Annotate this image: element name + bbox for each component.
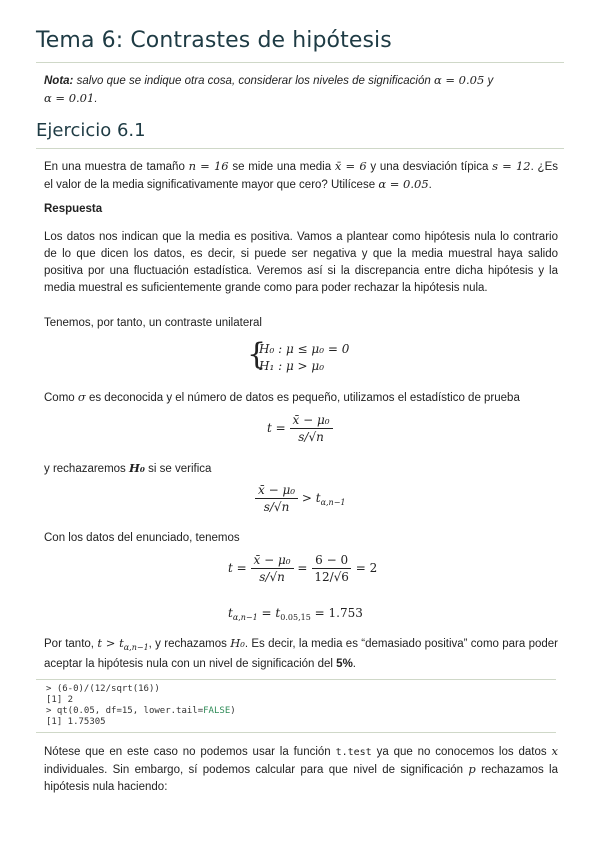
code-line-1: > (6-0)/(12/sqrt(16)): [46, 684, 160, 694]
para6-text-2: , y rechazamos: [148, 638, 227, 650]
problem-statement: [44, 158, 558, 194]
note-paragraph: [44, 72, 560, 108]
calc-lhs: t =: [228, 561, 247, 575]
para4-text-2: si se verifica: [148, 463, 212, 475]
paragraph-3: [44, 389, 558, 407]
statement-text-3: y una desviación típica: [370, 161, 489, 173]
note-text: salvo que se indique otra cosa, considerar los niveles de significación: [76, 75, 431, 87]
para6-text-3: . Es decir, la media es “demasiado positiva” como para poder aceptar la hipótesis nula con un nivel de significación del: [44, 638, 558, 670]
para6-text-4: .: [352, 658, 356, 670]
note-alpha1: α = 0.05: [433, 73, 485, 87]
note-prefix: Nota:: [44, 75, 74, 87]
rejection-rhs: > t: [301, 491, 321, 505]
sigma-symbol: σ: [77, 390, 86, 404]
paragraph-4: [44, 460, 558, 478]
calc-result: = 2: [355, 561, 378, 575]
paragraph-2: Tenemos, por tanto, un contraste unilateral: [44, 317, 262, 329]
sample-size: n = 16: [188, 159, 229, 173]
title-divider: [36, 62, 564, 63]
statement-text-5: .: [428, 179, 432, 191]
para3-text-1: Como: [44, 392, 75, 404]
fraction-denominator: s/√n: [263, 500, 290, 514]
h0-symbol: H₀: [129, 461, 145, 475]
fraction: [290, 413, 333, 444]
code-line-2: [1] 2: [46, 695, 74, 705]
sample-sd: s = 12: [492, 159, 531, 173]
condition-subscript: α,n−1: [123, 643, 149, 652]
alternative-hypothesis: H₁ : μ > μ₀: [259, 359, 325, 373]
paragraph-6: [44, 635, 558, 673]
note-joiner: y: [487, 75, 494, 87]
para3-text-2: es deconocida y el número de datos es pequeño, utilizamos el estadístico de prueba: [88, 392, 520, 404]
statement-text-2: se mide una media: [232, 161, 332, 173]
para7-text-2: ya que no conocemos los datos: [376, 746, 547, 758]
condition: t > t: [97, 636, 124, 650]
statement-alpha: α = 0.05: [378, 177, 429, 191]
fraction-2-numerator: 6 − 0: [312, 553, 351, 569]
crit-lhs: t: [228, 606, 233, 620]
formula-lhs: t =: [267, 421, 286, 435]
x-symbol: x: [551, 744, 559, 758]
note-end: .: [94, 93, 98, 105]
para7-text-4: rechazamos la hipótesis nula haciendo:: [44, 764, 558, 793]
sample-mean: x̄ = 6: [334, 159, 367, 173]
code-keyword: FALSE: [203, 706, 231, 716]
para6-text-1: Por tanto,: [44, 638, 94, 650]
fraction-numerator: x̄ − μ₀: [255, 483, 298, 499]
crit-rhs-subscript: 0.05,15: [280, 613, 311, 622]
fraction-1-denominator: s/√n: [259, 570, 285, 584]
calculation-formula: [228, 553, 377, 584]
r-code-block: [36, 679, 556, 733]
fraction-1: [251, 553, 294, 584]
paragraph-7: [44, 743, 558, 796]
answer-heading: Respuesta: [44, 203, 103, 215]
function-name: t.test: [335, 747, 372, 758]
fraction: [255, 483, 298, 514]
paragraph-5: Con los datos del enunciado, tenemos: [44, 532, 240, 544]
code-line-3-a: > qt(0.05, df=15, lower.tail=: [46, 706, 204, 716]
fraction-2-denominator: 12/√6: [314, 570, 349, 584]
fraction-2: [311, 553, 352, 584]
rejection-subscript: α,n−1: [320, 498, 346, 507]
calc-equals: =: [297, 561, 308, 575]
code-line-4: [1] 1.75305: [46, 717, 106, 727]
para7-text-1: Nótese que en este caso no podemos usar la función: [44, 746, 331, 758]
p-symbol: p: [468, 762, 476, 776]
paragraph-1: Los datos nos indican que la media es positiva. Vamos a plantear como hipótesis nula lo contrario de lo que dicen los datos, es decir, si puede ser negativa y que la media muestral haya salido positiva por una fluctuación estadística. Veremos así si la discrepancia entre dicha hipótesis y la media muestral es suficientemente grande como para poder rechazar la hipótesis nula.: [44, 231, 558, 294]
para7-text-3: individuales. Sin embargo, sí podemos calcular para que nivel de significación: [44, 764, 463, 776]
section-title: Ejercicio 6.1: [36, 120, 146, 141]
note-alpha2: α = 0.01: [44, 91, 95, 105]
statement-text-4: . ¿Es el valor de la media significativamente mayor que cero? Utilícese: [44, 161, 558, 191]
null-hypothesis: H₀ : μ ≤ μ₀ = 0: [259, 342, 350, 356]
test-statistic-formula: [267, 413, 333, 444]
crit-lhs-subscript: α,n−1: [232, 613, 258, 622]
brace: {: [247, 337, 267, 372]
page-title: Tema 6: Contrastes de hipótesis: [36, 28, 392, 53]
statement-text-1: En una muestra de tamaño: [44, 161, 185, 173]
fraction-denominator: s/√n: [298, 430, 324, 444]
crit-result: = 1.753: [314, 606, 363, 620]
critical-value-formula: [228, 606, 363, 622]
significance-level: 5%: [336, 658, 353, 670]
code-line-3: [36, 706, 556, 717]
section-divider: [36, 148, 564, 149]
rejection-formula: [255, 483, 345, 514]
crit-equals: = t: [261, 606, 281, 620]
h0-symbol-2: H₀: [230, 636, 245, 650]
fraction-1-numerator: x̄ − μ₀: [251, 553, 294, 569]
para4-text-1: y rechazaremos: [44, 463, 126, 475]
code-line-3-b: ): [230, 706, 236, 716]
fraction-numerator: x̄ − μ₀: [290, 413, 333, 429]
